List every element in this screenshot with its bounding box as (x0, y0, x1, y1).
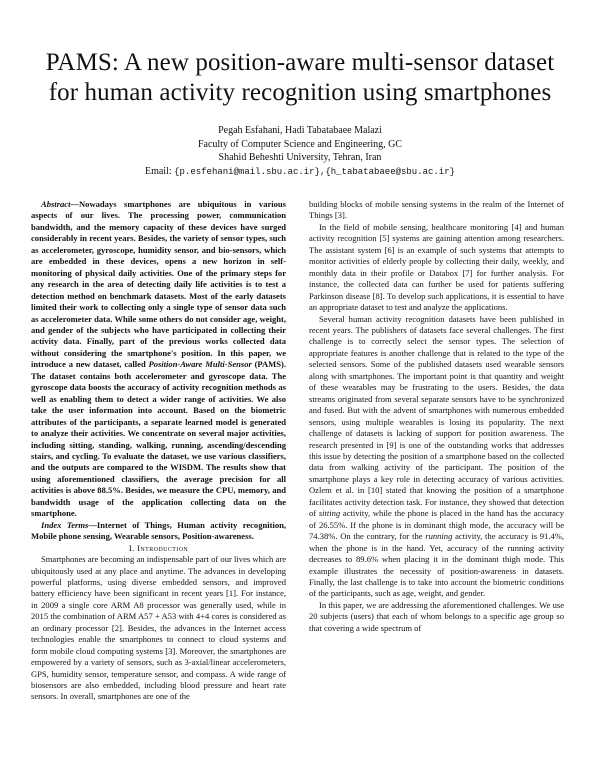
index-terms-text: Internet of Things, Human activity recognition, Mobile phone sensing, Wearable sensors, Position-awareness. (31, 519, 286, 542)
index-terms-label: Index Terms (41, 519, 89, 530)
affiliation-faculty: Faculty of Computer Science and Engineering, GC (197, 138, 403, 150)
index-terms-dash: — (88, 519, 97, 530)
section-title: Introduction (137, 542, 189, 553)
p2-text-b: activity, while the phone is placed in the hand has the accuracy of 26.55%. If the phone is in dominant thigh mode, the accuracy will be 74.38%. On the contrary, for the (309, 508, 564, 542)
abstract-label: Abstract (41, 199, 71, 209)
intro-paragraph-1: Smartphones are becoming an indispensable part of our lives which are ubiquitously used at any place and anytime. The advances in developing powerful platforms, using diverse embedded sensors, and improved battery efficiency have been significant in recent years [1]. For instance, in 2009 a single core ARM A8 processor was generally used, while in 2015 the combination of ARM A57 + A53 with 4+4 cores is considered as an ordinary processor [2]. Besides, the advances in the Internet access technologies enable the smartphones to connect to cloud systems and form mobile cloud computing systems [3]. Moreover, the smartphones are empowered by a variety of sensors, such as 3-axial/linear accelerometers, GPS, humidity sensor, temperature sensor, and compass. A wide range of biosensors are also embedded, including blood pressure and heart rate sensors. In overall, smartphones are one of the (31, 554, 286, 702)
right-column (309, 199, 564, 634)
p2-text-a: Several human activity recognition datasets have been published in recent years. The publishers of datasets face several challenges. The first challenge is to correctly select the sensor types. The selection of appropriate features is another challenge that is related to the type of the selected sensors. Some of the published datasets used wearable sensors along with smartphones. The important point is that quantity and weight of these wearables may be frustrating to the users. Besides, the data streams originated from several separate sensors have to be synchronized and fused. But with the advent of smartphones with numerous embedded sensors, using multiple wearables is losing its popularity. The next challenge of datasets is lacking of support for position awareness. The research presented in [9] is one of the outstanding works that addresses this issue by detecting the position of a smartphone based on the collected data from walking activity of the participant. The position of the smartphone plays a key role in detecting accuracy of various activities. Ozlem et al. in [10] stated that knowing the position of a smartphone facilitates activity detection task. For instance, they showed that detection of (309, 313, 564, 519)
abstract-dash: — (70, 199, 79, 209)
abstract-dataset-name: Position-Aware Multi-Sensor (148, 359, 252, 370)
right-paragraph-1: In the field of mobile sensing, healthcare monitoring [4] and human activity recognition [5] systems are gaining attention among researchers. The assistant system [6] is an example of such systems that attempts to monitor activities of elderly people by collecting their daily, weekly, and monthly data in their profile or Databox [7] for further analysis. For instance, the collected data can further be used for patients suffering Parkinson disease [8]. To develop such applications, it is essential to have an appropriate dataset to test and analyze the applications. (309, 221, 564, 313)
p2-emphasis-sitting: sitting (318, 508, 341, 519)
abstract-text: Nowadays smartphones are ubiquitous in various aspects of our lives. The processing power, communication bandwidth, and the memory capacity of these devices have surged considerably in recent years. Besides, the variety of sensor types, such as accelerometer, gyroscope, humidity sensor, and bio-sensors, which are embedded in these devices, opens a new horizon in self-monitoring of physical daily activities. One of the primary steps for any research in the area of detecting daily life activities is to test a detection method on benchmark datasets. Most of the early datasets limited their work to collecting only a single type of sensor data such as accelerometer data. While some others do not consider age, weight, and gender of the subjects who have participated in collecting their activity data. Finally, part of the previous works collected data without considering the smartphone's position. In this paper, we introduce a new dataset, called (31, 199, 286, 370)
section-number: I. (128, 542, 138, 553)
author-block (40, 124, 560, 179)
email-label: Email: (144, 165, 172, 177)
email-addresses: {p.esfehani@mail.sbu.ac.ir},{h_tabatabaee@sbu.ac.ir} (174, 166, 456, 177)
paper-title: PAMS: A new position-aware multi-sensor dataset for human activity recognition using smartphones (45, 49, 555, 106)
p2-text-c: activity, the accuracy is 91.4%, when the phone is in the hand. Yet, accuracy of the running activity decreases to 89.6% when placing it in the dominant thigh mode. This example illustrates the necessity of position-awareness in datasets. Finally, the last challenge is to take into account the biometric conditions of the participants, such as age, weight, and gender. (309, 531, 564, 599)
section-heading-introduction (31, 543, 286, 554)
right-paragraph-3: In this paper, we are addressing the aforementioned challenges. We use 20 subjects (users) that each of whom belongs to a specific age group so that covering a wide spectrum of (309, 599, 564, 633)
left-column (31, 199, 286, 703)
author-names: Pegah Esfahani, Hadi Tabatabaee Malazi (218, 125, 382, 136)
index-terms (31, 520, 286, 543)
email-line (40, 165, 560, 180)
right-paragraph-0: building blocks of mobile sensing systems in the realm of the Internet of Things [3]. (309, 199, 564, 221)
right-paragraph-2 (309, 314, 564, 600)
abstract (31, 199, 286, 520)
abstract-text-2: (PAMS). The dataset contains both accelerometer and gyroscope data. The gyroscope data boosts the accuracy of activity recognition methods as well as enabling them to detect a wider range of activities. We also take the user information into account. Based on the biometric attributes of the participants, a separate learned model is generated to analyze their activities. We concentrate on several major activities, including sitting, standing, walking, running, ascending/descending stairs, and cycling. To evaluate the dataset, we use various classifiers, and the outputs are compared to the WISDM. The results show that using aforementioned classifiers, the average precision for all activities is above 88.5%. Besides, we measure the CPU, memory, and bandwidth usage of the application collecting data on the smartphone. (31, 359, 286, 519)
p2-emphasis-running: running (425, 531, 453, 542)
affiliation-university: Shahid Beheshti University, Tehran, Iran (218, 152, 382, 163)
